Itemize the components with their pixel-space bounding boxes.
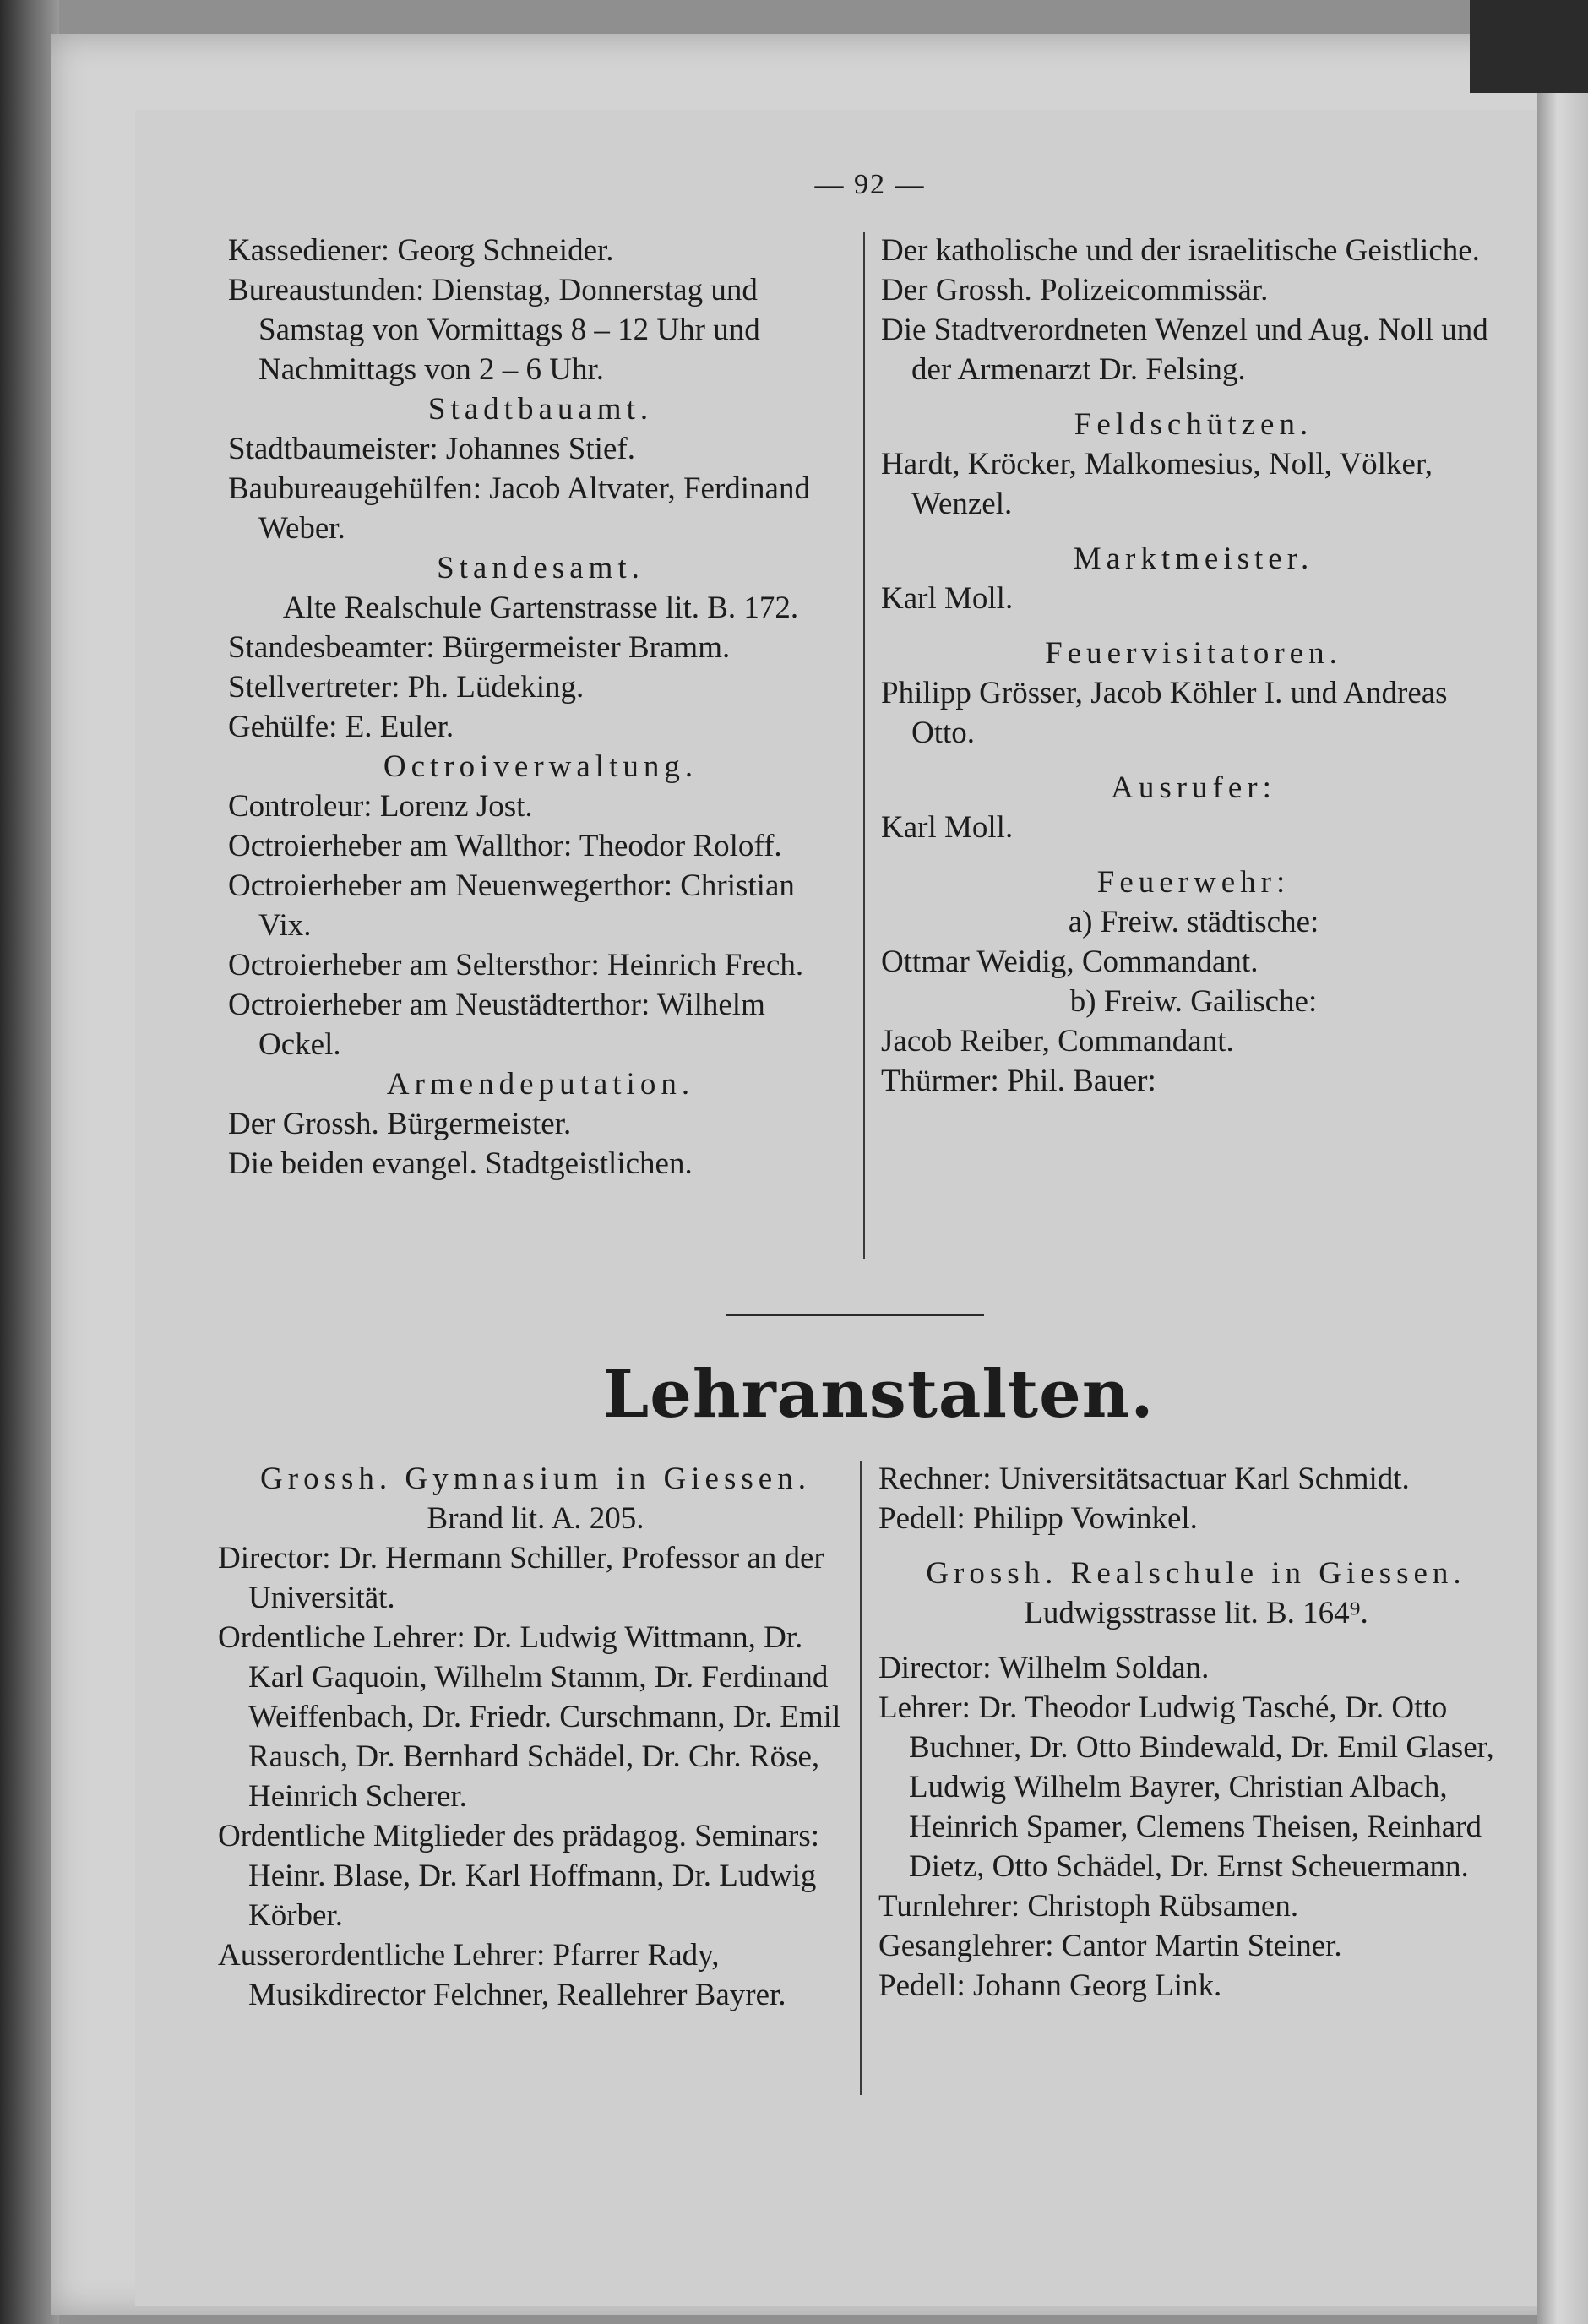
entry-paragraph: Karl Moll. bbox=[881, 810, 1014, 845]
entry-paragraph: Stadtbaumeister: Johannes Stief. bbox=[228, 432, 635, 466]
entry-paragraph: Der Grossh. Polizeicommissär. bbox=[881, 273, 1269, 308]
institution-heading: Grossh. Realschule in Giessen. bbox=[926, 1556, 1466, 1591]
entry-paragraph: Philipp Grösser, Jacob Köhler I. und Andreas Otto. bbox=[881, 676, 1448, 750]
entry-paragraph: Ordentliche Lehrer: Dr. Ludwig Wittmann, Dr. Karl Gaquoin, Wilhelm Stamm, Dr. Ferdinand Weiffenbach, Dr. Friedr. Curschmann, Dr. Emil Rausch, Dr. Bernhard Schädel, Dr. Chr. Röse, Heinrich Scherer. bbox=[218, 1620, 841, 1814]
section-heading: Feldschützen. bbox=[1074, 407, 1313, 442]
lower-column-divider bbox=[860, 1461, 862, 2095]
upper-right-column bbox=[881, 231, 1506, 1101]
centered-line: a) Freiw. städtische: bbox=[1068, 905, 1319, 939]
institution-heading: Grossh. Gymnasium in Giessen. bbox=[260, 1461, 811, 1496]
entry-paragraph: Octroierheber am Neuenwegerthor: Christian Vix. bbox=[228, 868, 795, 943]
centered-line: Ludwigsstrasse lit. B. 164⁹. bbox=[1024, 1596, 1368, 1630]
centered-line: Brand lit. A. 205. bbox=[427, 1501, 644, 1536]
spacer bbox=[881, 618, 1506, 634]
centered-line: b) Freiw. Gailische: bbox=[1069, 984, 1318, 1019]
entry-paragraph: Der katholische und der israelitische Geistliche. bbox=[881, 233, 1480, 268]
entry-paragraph: Pedell: Philipp Vowinkel. bbox=[878, 1501, 1198, 1536]
entry-paragraph: Lehrer: Dr. Theodor Ludwig Tasché, Dr. Otto Buchner, Dr. Otto Bindewald, Dr. Emil Glaser, Ludwig Wilhelm Bayrer, Christian Albach, Heinrich Spamer, Clemens Theisen, Reinhard Dietz, Otto Schädel, Dr. Ernst Scheuermann. bbox=[878, 1690, 1494, 1884]
section-heading: Feuerwehr: bbox=[1096, 865, 1291, 900]
book-binding-edge bbox=[1537, 0, 1588, 2324]
section-heading: Octroiverwaltung. bbox=[383, 749, 699, 784]
entry-paragraph: Gehülfe: E. Euler. bbox=[228, 710, 454, 744]
book-corner-dark bbox=[1470, 0, 1588, 93]
entry-paragraph: Die beiden evangel. Stadtgeistlichen. bbox=[228, 1146, 693, 1181]
entry-paragraph: Turnlehrer: Christoph Rübsamen. bbox=[878, 1889, 1299, 1924]
section-heading: Armendeputation. bbox=[386, 1067, 695, 1102]
upper-column-divider bbox=[863, 232, 865, 1259]
entry-paragraph: Gesanglehrer: Cantor Martin Steiner. bbox=[878, 1929, 1342, 1963]
section-heading: Stadtbauamt. bbox=[427, 392, 654, 427]
section-heading: Feuervisitatoren. bbox=[1045, 636, 1342, 671]
entry-paragraph: Ausserordentliche Lehrer: Pfarrer Rady, Musikdirector Felchner, Reallehrer Bayrer. bbox=[218, 1938, 786, 2012]
entry-paragraph: Baubureaugehülfen: Jacob Altvater, Ferdinand Weber. bbox=[228, 471, 810, 546]
section-heading: Ausrufer: bbox=[1111, 770, 1276, 805]
spacer bbox=[881, 524, 1506, 539]
lower-left-column bbox=[218, 1459, 853, 2015]
spacer bbox=[881, 753, 1506, 768]
entry-paragraph: Der Grossh. Bürgermeister. bbox=[228, 1107, 572, 1141]
entry-paragraph: Bureaustunden: Dienstag, Donnerstag und Samstag von Vormittags 8 – 12 Uhr und Nachmittags von 2 – 6 Uhr. bbox=[228, 273, 760, 387]
entry-paragraph: Standesbeamter: Bürgermeister Bramm. bbox=[228, 630, 731, 665]
entry-paragraph: Die Stadtverordneten Wenzel und Aug. Noll und der Armenarzt Dr. Felsing. bbox=[881, 313, 1488, 387]
entry-paragraph: Ordentliche Mitglieder des prädagog. Seminars: Heinr. Blase, Dr. Karl Hoffmann, Dr. Ludwig Körber. bbox=[218, 1819, 820, 1933]
centered-line: Alte Realschule Gartenstrasse lit. B. 172. bbox=[282, 591, 799, 625]
spacer bbox=[878, 1538, 1514, 1554]
entry-paragraph: Stellvertreter: Ph. Lüdeking. bbox=[228, 670, 585, 705]
section-heading: Marktmeister. bbox=[1073, 542, 1314, 576]
entry-paragraph: Ottmar Weidig, Commandant. bbox=[881, 944, 1259, 979]
spacer bbox=[881, 847, 1506, 863]
section-heading: Standesamt. bbox=[437, 551, 644, 585]
upper-left-column bbox=[228, 231, 853, 1184]
entry-paragraph: Controleur: Lorenz Jost. bbox=[228, 789, 533, 824]
page-number: — 92 — bbox=[814, 169, 926, 200]
section-title-lehranstalten: Lehranstalten. bbox=[602, 1356, 1155, 1433]
lower-right-column bbox=[878, 1459, 1514, 2006]
entry-paragraph: Octroierheber am Seltersthor: Heinrich Frech. bbox=[228, 948, 804, 982]
spacer bbox=[878, 1633, 1514, 1648]
entry-paragraph: Octroierheber am Wallthor: Theodor Roloff. bbox=[228, 829, 782, 863]
entry-paragraph: Jacob Reiber, Commandant. bbox=[881, 1024, 1234, 1059]
entry-paragraph: Pedell: Johann Georg Link. bbox=[878, 1968, 1222, 2003]
spacer bbox=[881, 389, 1506, 405]
entry-paragraph: Rechner: Universitätsactuar Karl Schmidt. bbox=[878, 1461, 1410, 1496]
entry-paragraph: Director: Dr. Hermann Schiller, Professor an der Universität. bbox=[218, 1541, 824, 1615]
entry-paragraph: Octroierheber am Neustädterthor: Wilhelm Ockel. bbox=[228, 988, 765, 1062]
entry-paragraph: Karl Moll. bbox=[881, 581, 1014, 616]
entry-paragraph: Director: Wilhelm Soldan. bbox=[878, 1651, 1210, 1685]
entry-paragraph: Thürmer: Phil. Bauer: bbox=[881, 1064, 1156, 1098]
entry-paragraph: Kassediener: Georg Schneider. bbox=[228, 233, 614, 268]
entry-paragraph: Hardt, Kröcker, Malkomesius, Noll, Völker, Wenzel. bbox=[881, 447, 1433, 521]
section-divider-rule bbox=[726, 1314, 984, 1316]
